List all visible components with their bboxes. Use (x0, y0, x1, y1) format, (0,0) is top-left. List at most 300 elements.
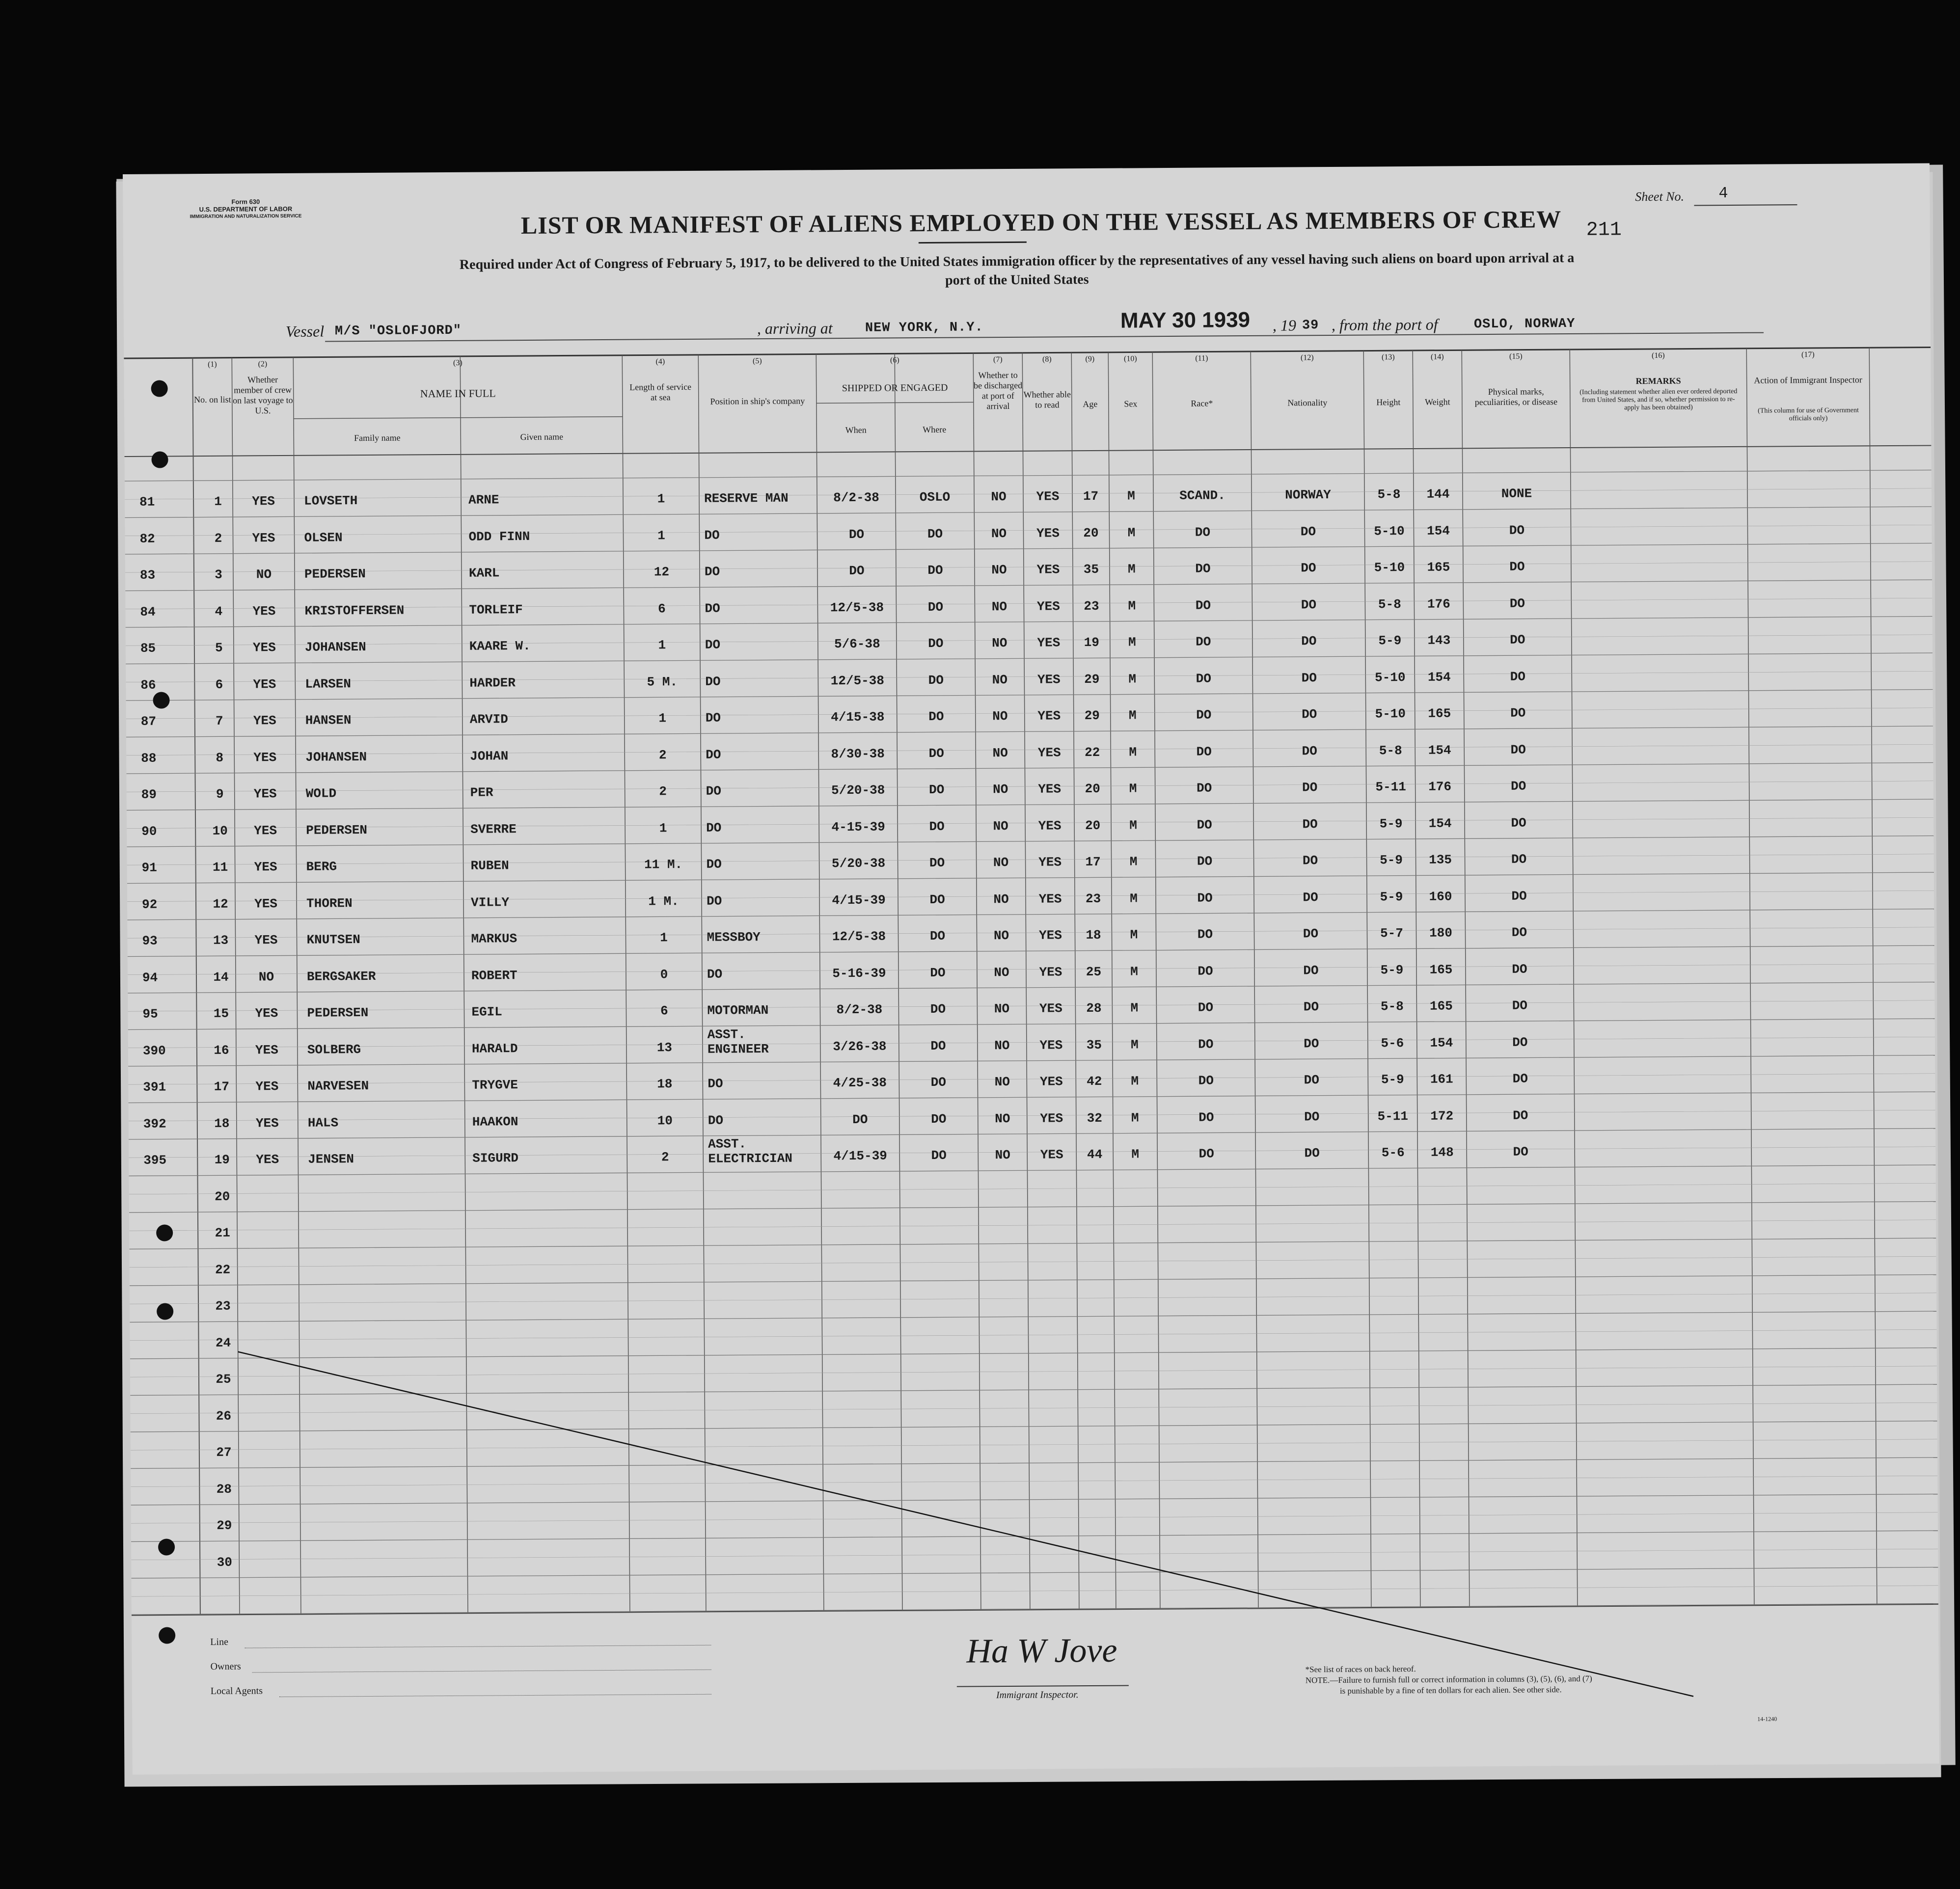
footnote-penalty-cont: is punishable by a fine of ten dollars for each alien. See other side. (1339, 1685, 1562, 1696)
cell-given-name: ARVID (469, 712, 508, 727)
cell-given-name: PER (470, 785, 493, 800)
col-header-previous-voyage: Whether member of crew on last voyage to U.S. (233, 375, 293, 416)
cell-previous-voyage: YES (255, 1115, 279, 1131)
cell-able-to-read: YES (1036, 598, 1060, 614)
cell-physical-marks: DO (1509, 559, 1525, 574)
cell-weight: 165 (1429, 998, 1453, 1014)
col-header-sex: Sex (1124, 399, 1138, 409)
cell-weight: 154 (1428, 815, 1452, 831)
cell-previous-voyage: YES (252, 494, 275, 509)
col-10-number: (10) (1123, 354, 1137, 363)
cell-height: 5-8 (1379, 743, 1402, 758)
cell-shipped-where: DO (928, 709, 944, 724)
from-port-label: , from the port of (1331, 315, 1438, 334)
cell-discharged: NO (994, 965, 1009, 980)
col-header-length-of-service: Length of service at sea (629, 381, 692, 403)
cell-given-name: HARDER (469, 675, 516, 691)
cell-weight: 172 (1430, 1108, 1454, 1124)
page-number: 211 (1586, 219, 1622, 242)
cell-row-number: 9 (216, 786, 224, 802)
cell-row-number: 11 (212, 860, 228, 875)
cell-sex: M (1128, 708, 1137, 723)
cell-age: 29 (1084, 672, 1100, 687)
cell-physical-marks: DO (1511, 852, 1527, 867)
cell-shipped-when: 12/5-38 (830, 600, 884, 615)
cell-able-to-read: YES (1038, 818, 1062, 834)
cell-sex: M (1130, 1037, 1139, 1052)
cell-family-name: KRISTOFFERSEN (304, 603, 405, 619)
cell-weight: 165 (1428, 706, 1451, 721)
cell-age: 17 (1083, 488, 1099, 504)
binder-hole (151, 380, 168, 397)
cell-weight: 180 (1429, 925, 1452, 941)
cell-physical-marks: DO (1509, 523, 1525, 538)
cell-height: 5-9 (1378, 633, 1402, 648)
cell-nationality: DO (1303, 999, 1319, 1015)
cell-position: RESERVE MAN (704, 490, 789, 506)
cell-row-number: 7 (215, 713, 223, 729)
cell-given-name: VILLY (470, 894, 510, 910)
cell-discharged: NO (993, 891, 1009, 907)
cell-discharged: NO (991, 526, 1007, 541)
cell-discharged: NO (993, 818, 1008, 834)
cell-shipped-where: DO (928, 673, 944, 688)
year-prefix: , 19 (1272, 316, 1297, 334)
owners-label: Owners (210, 1661, 241, 1672)
cell-weight: 154 (1428, 742, 1451, 758)
cell-able-to-read: YES (1037, 745, 1061, 760)
col-2-number: (2) (258, 360, 268, 369)
cell-height: 5-8 (1377, 487, 1401, 502)
cell-row-margin-number: 89 (141, 787, 157, 802)
cell-height: 5-9 (1381, 1072, 1404, 1087)
cell-length-of-service: 1 (657, 491, 665, 507)
arriving-port: NEW YORK, N.Y. (865, 320, 983, 336)
cell-position: DO (704, 528, 720, 543)
cell-position: DO (706, 747, 721, 762)
col-5-number: (5) (752, 357, 762, 366)
cell-nationality: DO (1301, 634, 1317, 649)
cell-physical-marks: DO (1512, 998, 1528, 1013)
cell-race: DO (1196, 781, 1212, 796)
cell-shipped-where: DO (929, 892, 945, 907)
cell-given-name: HAAKON (472, 1114, 518, 1130)
cell-row-number: 28 (216, 1482, 232, 1497)
cell-position: DO (704, 564, 720, 579)
cell-age: 44 (1087, 1147, 1103, 1162)
col-header-inspector-note: (This column for use of Government officials only) (1758, 406, 1859, 423)
col-header-no-on-list: No. on list (193, 394, 231, 405)
cell-race: DO (1198, 1000, 1214, 1015)
cell-position: ASST. ENGINEER (707, 1026, 769, 1057)
cell-previous-voyage: YES (253, 676, 276, 692)
cell-row-number: 23 (215, 1298, 231, 1314)
arriving-label: , arriving at (757, 319, 833, 338)
cell-race: DO (1196, 744, 1212, 759)
cell-discharged: NO (994, 1038, 1010, 1053)
cell-discharged: NO (994, 1001, 1010, 1017)
col-header-discharged: Whether to be discharged at port of arrival (974, 370, 1023, 411)
cell-nationality: DO (1304, 1146, 1320, 1161)
cell-previous-voyage: YES (253, 786, 277, 802)
cell-previous-voyage: YES (256, 1152, 279, 1167)
col-header-inspector-action: Action of Immigrant Inspector (1754, 375, 1862, 385)
cell-length-of-service: 2 (661, 1150, 669, 1165)
cell-nationality: NORWAY (1285, 487, 1331, 503)
cell-physical-marks: DO (1511, 925, 1527, 940)
cell-physical-marks: DO (1512, 1035, 1528, 1050)
cell-able-to-read: YES (1039, 964, 1062, 980)
inspector-signature: Ha W Jove (966, 1631, 1117, 1671)
col-7-number: (7) (993, 355, 1003, 364)
cell-physical-marks: DO (1512, 962, 1527, 977)
cell-row-margin-number: 391 (143, 1079, 166, 1095)
cell-family-name: KNUTSEN (306, 932, 360, 947)
cell-row-margin-number: 88 (141, 751, 157, 766)
cell-shipped-where: DO (928, 636, 944, 651)
col-header-when: When (845, 425, 867, 435)
col-header-position: Position in ship's company (710, 396, 805, 406)
footnote-penalty: NOTE.—Failure to furnish full or correct information in columns (3), (5), (6), and (7) (1305, 1673, 1592, 1685)
cell-row-margin-number: 85 (140, 641, 156, 656)
col-header-physical-marks: Physical marks, peculiarities, or disease (1474, 386, 1558, 407)
cell-previous-voyage: YES (252, 530, 275, 545)
cell-row-number: 8 (216, 750, 224, 765)
cell-row-number: 15 (213, 1006, 229, 1021)
cell-row-number: 6 (215, 677, 223, 692)
cell-shipped-where: DO (927, 526, 943, 541)
cell-row-margin-number: 81 (139, 494, 155, 510)
cell-length-of-service: 1 (660, 930, 668, 945)
cell-row-number: 19 (214, 1152, 230, 1167)
cell-shipped-when: 5/20-38 (831, 856, 886, 871)
binder-hole (156, 1224, 173, 1241)
cell-row-margin-number: 92 (141, 897, 158, 912)
cell-previous-voyage: YES (254, 860, 277, 875)
cell-family-name: WOLD (305, 786, 337, 801)
cell-height: 5-9 (1379, 816, 1403, 831)
cell-age: 29 (1084, 708, 1100, 724)
cell-shipped-when: 4/25-38 (833, 1075, 887, 1091)
cell-height: 5-10 (1374, 560, 1405, 575)
cell-physical-marks: DO (1513, 1144, 1528, 1160)
cell-shipped-where: DO (928, 746, 944, 761)
col-1-number: (1) (207, 360, 217, 369)
cell-sex: M (1127, 488, 1135, 504)
cell-shipped-when: 8/2-38 (836, 1002, 883, 1018)
cell-able-to-read: YES (1038, 782, 1062, 797)
cell-age: 22 (1085, 745, 1100, 760)
cell-physical-marks: DO (1510, 779, 1526, 794)
cell-position: DO (706, 857, 722, 872)
cell-previous-voyage: NO (258, 969, 274, 984)
cell-shipped-when: 3/26-38 (833, 1039, 887, 1054)
cell-family-name: THOREN (306, 895, 353, 911)
cell-able-to-read: YES (1037, 708, 1061, 724)
subtitle-line-1: Required under Act of Congress of February 5, 1917, to be delivered to the United States immigration officer by the representatives of any vessel having such aliens on board upon arrival at a (459, 250, 1575, 272)
cell-position: MOTORMAN (707, 1002, 769, 1018)
cell-discharged: NO (992, 745, 1008, 760)
cell-sex: M (1128, 671, 1137, 687)
cell-shipped-when: 8/30-38 (831, 746, 885, 761)
cell-row-number: 16 (214, 1043, 229, 1058)
col-8-number: (8) (1042, 355, 1052, 364)
col-3-number: (3) (453, 358, 463, 367)
col-header-able-to-read: Whether able to read (1023, 389, 1071, 410)
cell-discharged: NO (992, 636, 1007, 651)
cell-shipped-where: DO (928, 782, 945, 797)
cell-able-to-read: YES (1036, 562, 1060, 577)
cell-row-number: 5 (215, 640, 223, 655)
cell-row-margin-number: 392 (143, 1116, 166, 1132)
cell-given-name: ARNE (468, 492, 499, 508)
cell-row-number: 2 (214, 531, 222, 546)
cell-length-of-service: 12 (653, 565, 670, 580)
cell-given-name: JOHAN (470, 748, 509, 764)
cell-sex: M (1130, 891, 1138, 906)
cell-discharged: NO (991, 599, 1007, 614)
cell-row-number: 21 (215, 1225, 230, 1241)
cell-discharged: NO (995, 1111, 1010, 1126)
cell-shipped-where: DO (929, 855, 945, 870)
cell-family-name: BERG (306, 859, 337, 874)
footnotes (1306, 1663, 1592, 1697)
cell-position: DO (707, 967, 723, 982)
cell-row-margin-number: 94 (142, 970, 158, 985)
cell-shipped-where: OSLO (919, 489, 951, 505)
footnote-races: *See list of races on back hereof. (1305, 1664, 1416, 1674)
cell-given-name: ROBERT (471, 968, 517, 983)
cell-previous-voyage: YES (254, 896, 278, 911)
cell-shipped-when: 12/5-38 (830, 673, 885, 688)
cell-given-name: TRYGVE (472, 1078, 518, 1093)
cell-able-to-read: YES (1040, 1147, 1063, 1162)
cell-sex: M (1128, 598, 1136, 614)
cell-given-name: MARKUS (471, 931, 517, 946)
cell-able-to-read: YES (1038, 855, 1062, 870)
cell-weight: 165 (1427, 560, 1450, 575)
cell-row-margin-number: 83 (139, 567, 156, 583)
cell-row-number: 24 (215, 1335, 231, 1350)
cell-length-of-service: 18 (657, 1077, 673, 1092)
manifest-sheet (123, 163, 1939, 1775)
page-title: LIST OR MANIFEST OF ALIENS EMPLOYED ON THE VESSEL AS MEMBERS OF CREW (520, 205, 1562, 240)
cell-height: 5-10 (1375, 706, 1406, 722)
cell-able-to-read: YES (1039, 1001, 1062, 1016)
cell-position: DO (708, 1076, 723, 1091)
cell-discharged: NO (994, 1074, 1010, 1090)
cell-row-margin-number: 90 (141, 824, 157, 839)
cell-weight: 154 (1426, 523, 1450, 539)
cell-shipped-when: 12/5-38 (832, 929, 886, 944)
cell-discharged: NO (991, 563, 1007, 578)
cell-able-to-read: YES (1038, 891, 1062, 907)
cell-physical-marks: DO (1510, 669, 1526, 684)
form-number: Form 630 (231, 198, 260, 206)
cell-row-number: 4 (215, 604, 223, 619)
cell-given-name: ODD FINN (468, 529, 530, 544)
cell-family-name: NARVESEN (307, 1078, 369, 1094)
cell-weight: 154 (1427, 669, 1451, 685)
cell-family-name: OLSEN (304, 530, 343, 545)
cell-previous-voyage: YES (253, 713, 276, 729)
cell-race: DO (1197, 817, 1212, 833)
cell-weight: 143 (1427, 633, 1451, 648)
cell-race: DO (1195, 561, 1211, 576)
cell-race: DO (1196, 707, 1212, 723)
cell-family-name: LARSEN (305, 676, 352, 692)
cell-shipped-where: DO (930, 965, 946, 980)
cell-nationality: DO (1302, 780, 1318, 795)
cell-discharged: NO (995, 1147, 1010, 1163)
cell-physical-marks: DO (1510, 742, 1526, 757)
cell-length-of-service: 6 (660, 1003, 668, 1019)
col-header-nationality: Nationality (1287, 398, 1328, 408)
cell-shipped-where: DO (930, 1075, 947, 1090)
cell-age: 35 (1083, 562, 1099, 577)
local-agents-label: Local Agents (210, 1685, 263, 1697)
cell-row-number: 1 (214, 494, 222, 509)
cell-row-margin-number: 390 (142, 1043, 166, 1058)
cell-previous-voyage: YES (255, 1042, 278, 1057)
cell-length-of-service: 2 (658, 747, 667, 762)
cell-discharged: NO (993, 855, 1009, 870)
cell-row-margin-number: 86 (140, 677, 156, 693)
cell-nationality: DO (1302, 816, 1318, 832)
col-header-race: Race* (1191, 398, 1213, 408)
cell-height: 5-6 (1381, 1145, 1405, 1160)
cell-able-to-read: YES (1039, 928, 1062, 943)
cell-able-to-read: YES (1039, 1074, 1063, 1089)
cell-race: DO (1198, 963, 1213, 979)
cell-shipped-where: DO (929, 819, 945, 834)
sheet-number-label: Sheet No. (1635, 189, 1685, 204)
cell-weight: 160 (1429, 889, 1452, 904)
col-header-age: Age (1083, 399, 1098, 409)
cell-previous-voyage: YES (255, 1079, 279, 1094)
cell-previous-voyage: YES (253, 750, 277, 765)
cell-race: SCAND. (1179, 488, 1225, 503)
cell-row-number: 10 (212, 823, 228, 838)
cell-shipped-when: 4/15-39 (833, 1148, 887, 1164)
immigrant-inspector-label: Immigrant Inspector. (996, 1689, 1079, 1701)
cell-age: 20 (1083, 525, 1099, 540)
cell-row-margin-number: 95 (142, 1006, 158, 1022)
cell-physical-marks: DO (1510, 632, 1525, 648)
binder-hole (153, 692, 169, 708)
cell-able-to-read: YES (1037, 672, 1061, 687)
cell-position: DO (705, 637, 721, 652)
cell-sex: M (1130, 927, 1138, 943)
binder-hole (151, 451, 168, 468)
cell-sex: M (1129, 817, 1138, 833)
cell-physical-marks: DO (1513, 1108, 1528, 1123)
col-header-family-name: Family name (354, 432, 401, 443)
cell-sex: M (1129, 781, 1137, 796)
cell-nationality: DO (1301, 561, 1316, 576)
cell-discharged: NO (992, 672, 1008, 687)
cell-shipped-where: DO (931, 1148, 947, 1163)
cell-sex: M (1127, 525, 1136, 540)
cell-row-number: 22 (215, 1262, 231, 1277)
cell-age: 19 (1084, 635, 1100, 650)
cell-shipped-where: DO (929, 928, 946, 944)
col-header-name-in-full: NAME IN FULL (420, 387, 496, 400)
cell-family-name: PEDERSEN (307, 1005, 369, 1021)
print-code: 14-1240 (1757, 1715, 1777, 1723)
cell-position: DO (706, 783, 722, 799)
vessel-name: M/S "OSLOFJORD" (334, 323, 462, 339)
cell-shipped-where: DO (927, 563, 943, 578)
cell-previous-voyage: YES (252, 640, 276, 655)
cell-position: DO (705, 674, 721, 689)
cell-age: 20 (1085, 818, 1101, 833)
cell-age: 28 (1086, 1000, 1102, 1016)
col-header-shipped-or-engaged: SHIPPED OR ENGAGED (842, 382, 948, 394)
cell-position: MESSBOY (707, 930, 761, 945)
col-4-number: (4) (655, 357, 665, 366)
cell-race: DO (1196, 634, 1211, 649)
cell-sex: M (1131, 1110, 1139, 1125)
cell-height: 5-9 (1380, 889, 1403, 904)
cell-shipped-where: DO (930, 1001, 946, 1017)
cell-length-of-service: 1 M. (648, 893, 679, 909)
cell-shipped-when: 8/2-38 (833, 490, 879, 506)
cell-length-of-service: 11 M. (644, 857, 683, 872)
cell-given-name: RUBEN (470, 858, 509, 873)
cell-able-to-read: YES (1039, 1037, 1063, 1053)
col-header-remarks-note: (Including statement whether alien ever ordered deported from United States, and if so, whether permission to re-apply has been obtained) (1579, 387, 1738, 412)
cell-physical-marks: DO (1512, 1071, 1528, 1086)
cell-row-number: 20 (215, 1189, 230, 1204)
cell-weight: 161 (1430, 1072, 1453, 1087)
cell-age: 32 (1087, 1110, 1102, 1126)
cell-shipped-where: DO (931, 1111, 947, 1127)
cell-height: 5-10 (1374, 523, 1405, 539)
cell-row-margin-number: 87 (140, 714, 157, 729)
cell-given-name: KAARE W. (469, 638, 531, 654)
binder-hole (159, 1627, 175, 1644)
col-17-number: (17) (1801, 350, 1815, 359)
cell-age: 18 (1086, 927, 1101, 943)
cell-shipped-when: DO (849, 563, 865, 578)
cell-shipped-where: DO (930, 1038, 946, 1053)
cell-nationality: DO (1301, 670, 1317, 685)
cell-row-margin-number: 91 (141, 860, 157, 875)
cell-row-number: 29 (217, 1518, 232, 1533)
cell-age: 23 (1085, 891, 1101, 906)
cell-nationality: DO (1303, 926, 1319, 942)
cell-length-of-service: 1 (658, 711, 667, 726)
col-header-where: Where (923, 424, 947, 435)
cell-length-of-service: 0 (660, 967, 668, 982)
cell-row-number: 26 (216, 1408, 232, 1424)
cell-shipped-when: 4-15-39 (831, 819, 885, 835)
cell-sex: M (1131, 1147, 1140, 1162)
cell-shipped-when: 5-16-39 (832, 966, 886, 981)
cell-sex: M (1128, 635, 1136, 650)
cell-shipped-when: 5/20-38 (831, 783, 885, 798)
cell-family-name: PEDERSEN (306, 822, 368, 838)
cell-family-name: PEDERSEN (304, 566, 366, 582)
cell-height: 5-11 (1377, 1108, 1409, 1124)
cell-physical-marks: DO (1510, 705, 1526, 721)
cell-nationality: DO (1303, 890, 1318, 905)
cell-position: DO (705, 601, 720, 616)
arrival-year: 39 (1302, 318, 1319, 333)
col-12-number: (12) (1300, 353, 1314, 362)
cell-row-number: 30 (217, 1555, 232, 1570)
